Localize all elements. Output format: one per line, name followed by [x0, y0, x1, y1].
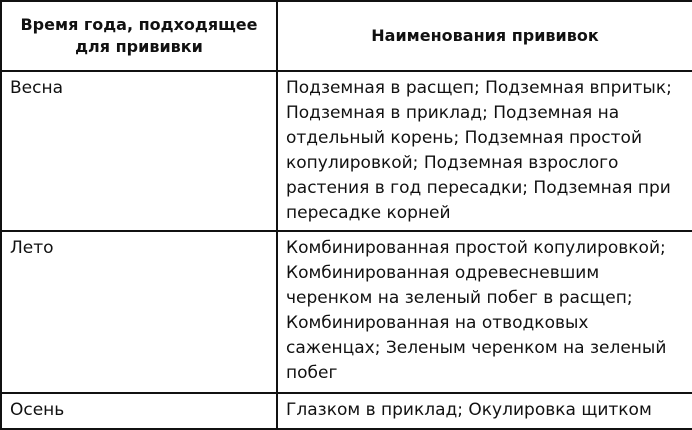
grafts-cell: Комбинированная простой копулировкой; Комбинированная одревесневшим черенком на зеленый побег в расщеп; Комбинированная на отводковых саженцах; Зеленым черенком на зеленый побег — [277, 231, 692, 393]
table-row — [1, 393, 692, 429]
header-graft-names: Наименования прививок — [277, 1, 692, 71]
table-row — [1, 71, 692, 231]
season-cell: Осень — [1, 393, 277, 429]
grafts-cell: Глазком в приклад; Окулировка щитком — [277, 393, 692, 429]
header-season: Время года, подходящее для прививки — [1, 1, 277, 71]
season-cell: Весна — [1, 71, 277, 231]
table-row — [1, 231, 692, 393]
header-row — [1, 1, 692, 71]
grafts-cell: Подземная в расщеп; Подземная впритык; Подземная в приклад; Подземная на отдельный корень; Подземная простой копулировкой; Подземная взрослого растения в год пересадки; Подземная при пересадке корней — [277, 71, 692, 231]
season-cell: Лето — [1, 231, 277, 393]
